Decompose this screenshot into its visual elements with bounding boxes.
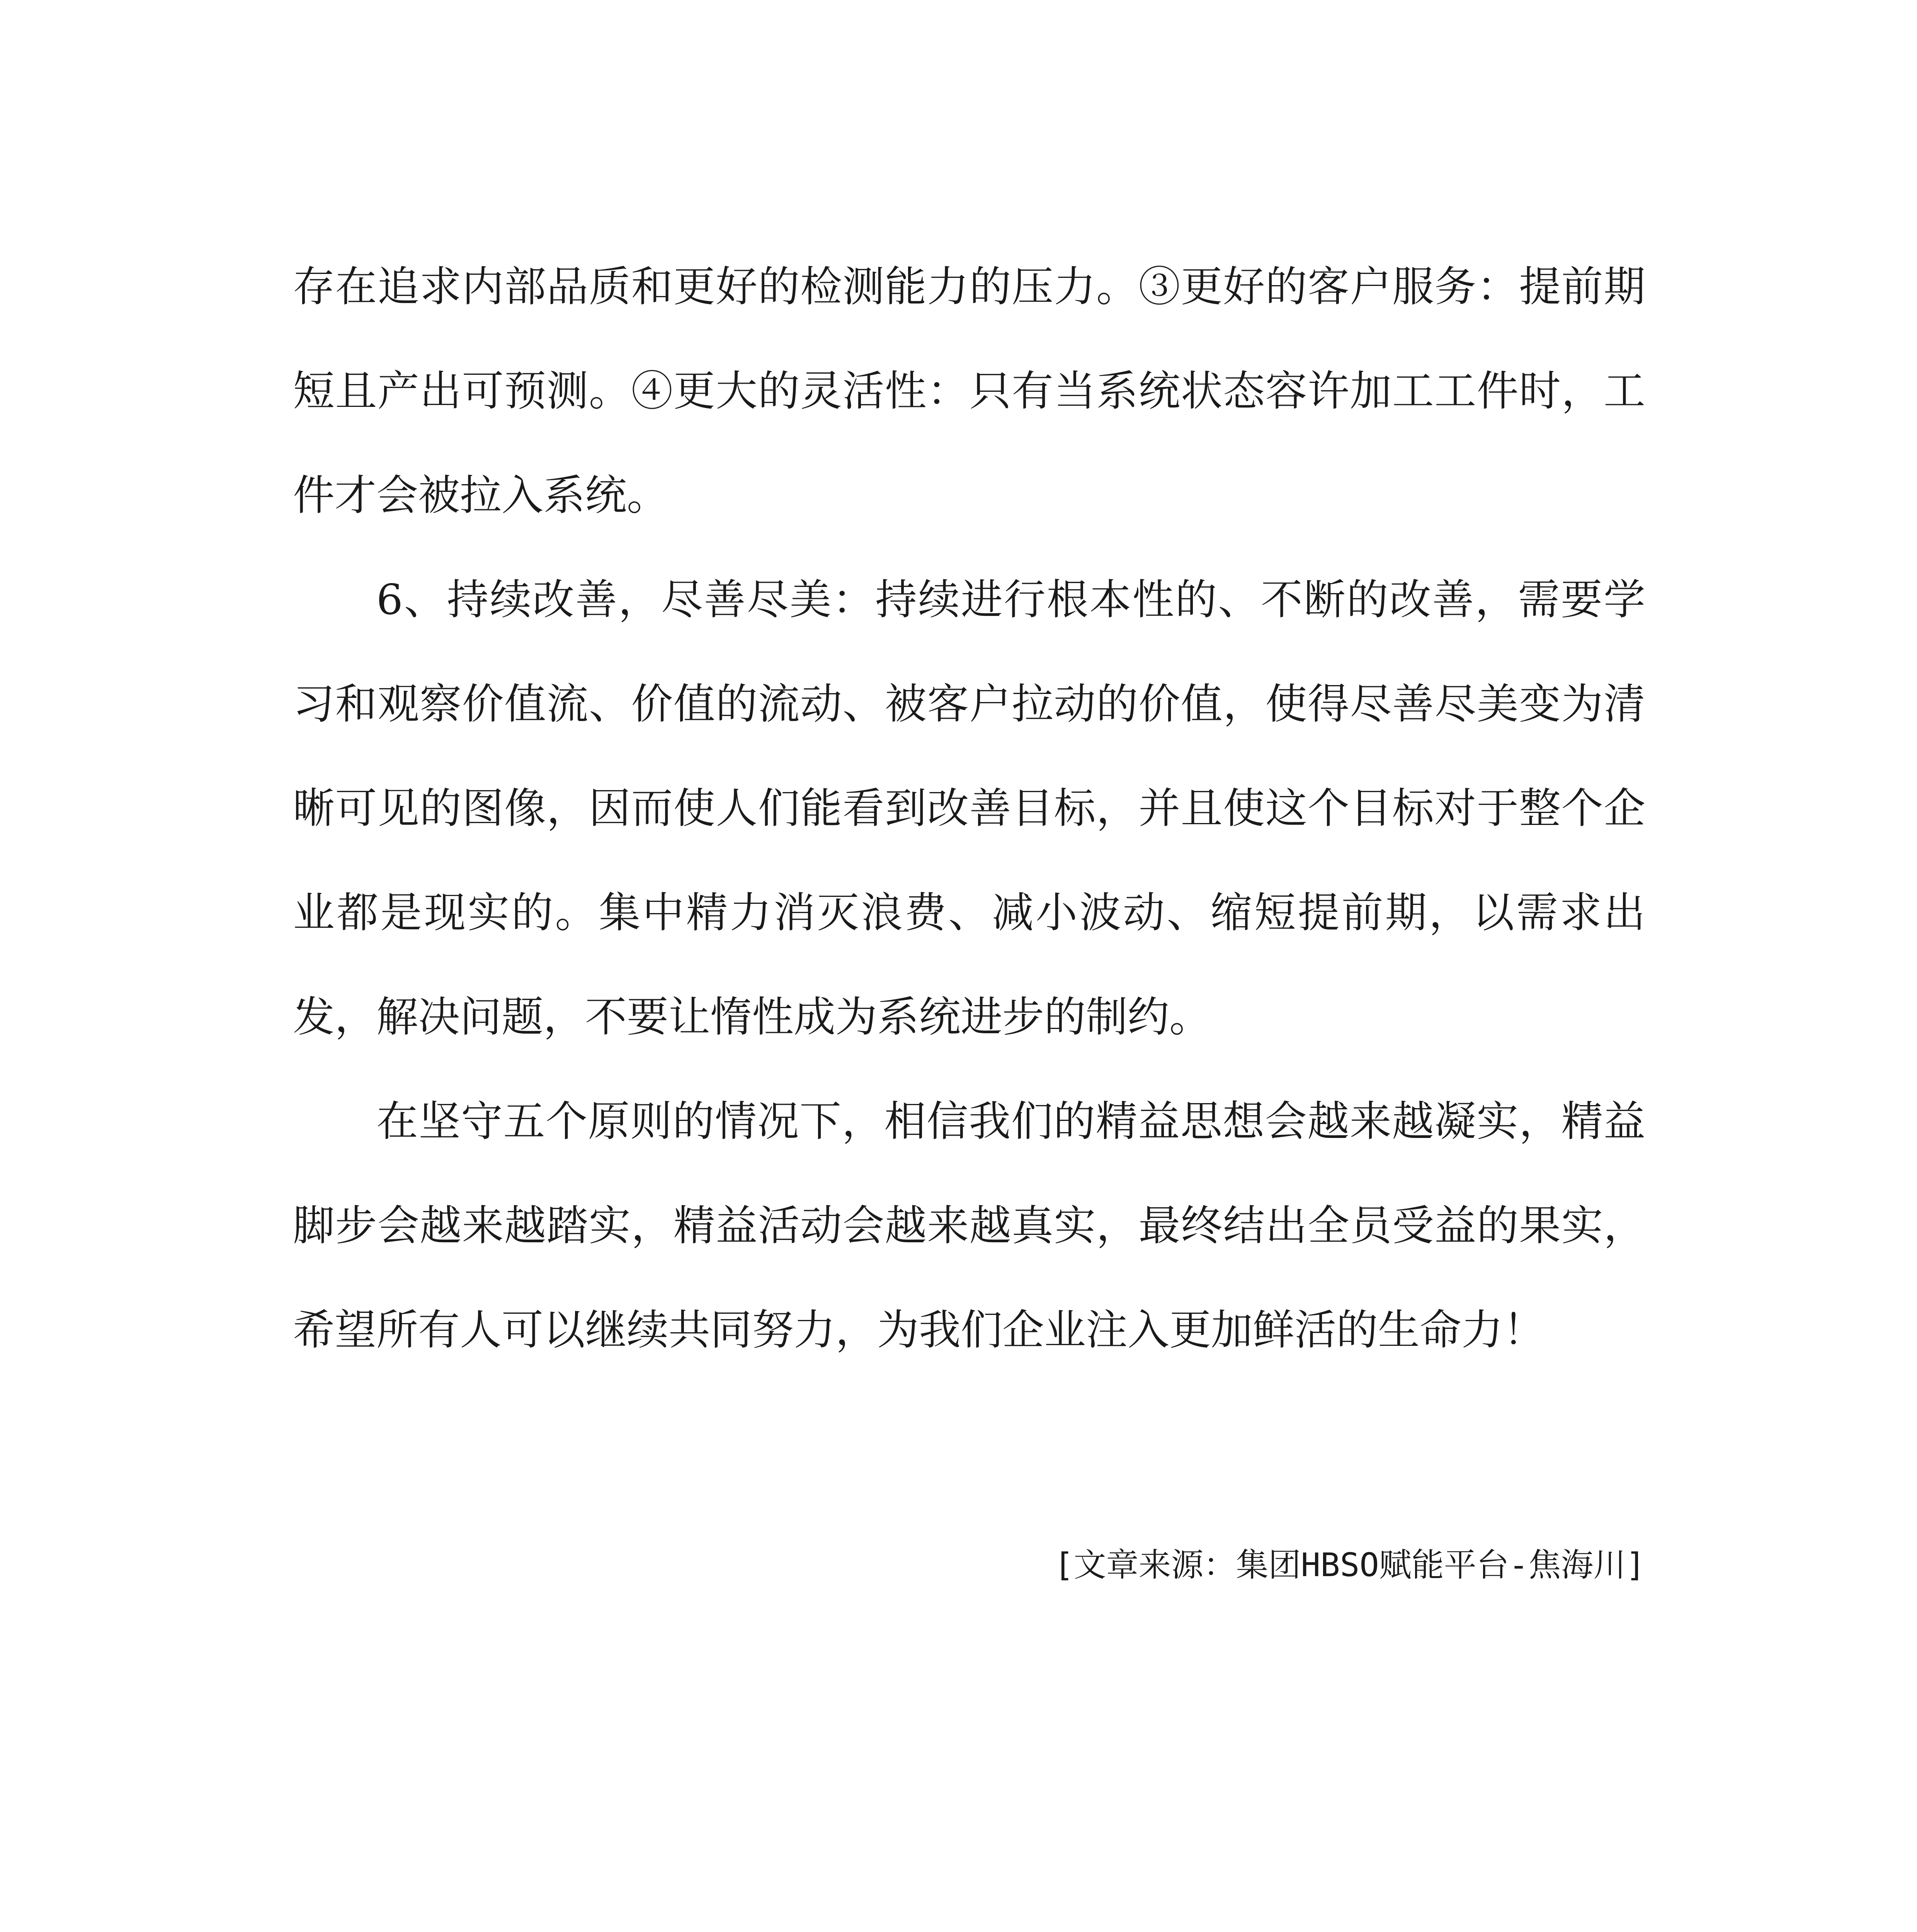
paragraph-continuous-improvement: 6、持续改善，尽善尽美：持续进行根本性的、不断的改善，需要学习和观察价值流、价值的流动、被客户拉动的价值，使得尽善尽美变为清晰可见的图像，因而使人们能看到改善目标，并且使这个目标对于整个企业都是现实的。集中精力消灭浪费、减小波动、缩短提前期，以需求出发，解决问题，不要让惰性成为系统进步的制约。	[293, 576, 1645, 1041]
body-text	[293, 235, 1645, 1383]
paragraph-conclusion: 在坚守五个原则的情况下，相信我们的精益思想会越来越凝实，精益脚步会越来越踏实，精益活动会越来越真实，最终结出全员受益的果实，希望所有人可以继续共同努力，为我们企业注入更加鲜活的生命力！	[293, 1097, 1645, 1354]
article-source: [文章来源：集团HBSO赋能平台-焦海川]	[1054, 1546, 1645, 1584]
paragraph-continuation: 存在追求内部品质和更好的检测能力的压力。③更好的客户服务：提前期短且产出可预测。④更大的灵活性：只有当系统状态容许加工工件时，工件才会被拉入系统。	[293, 263, 1645, 520]
